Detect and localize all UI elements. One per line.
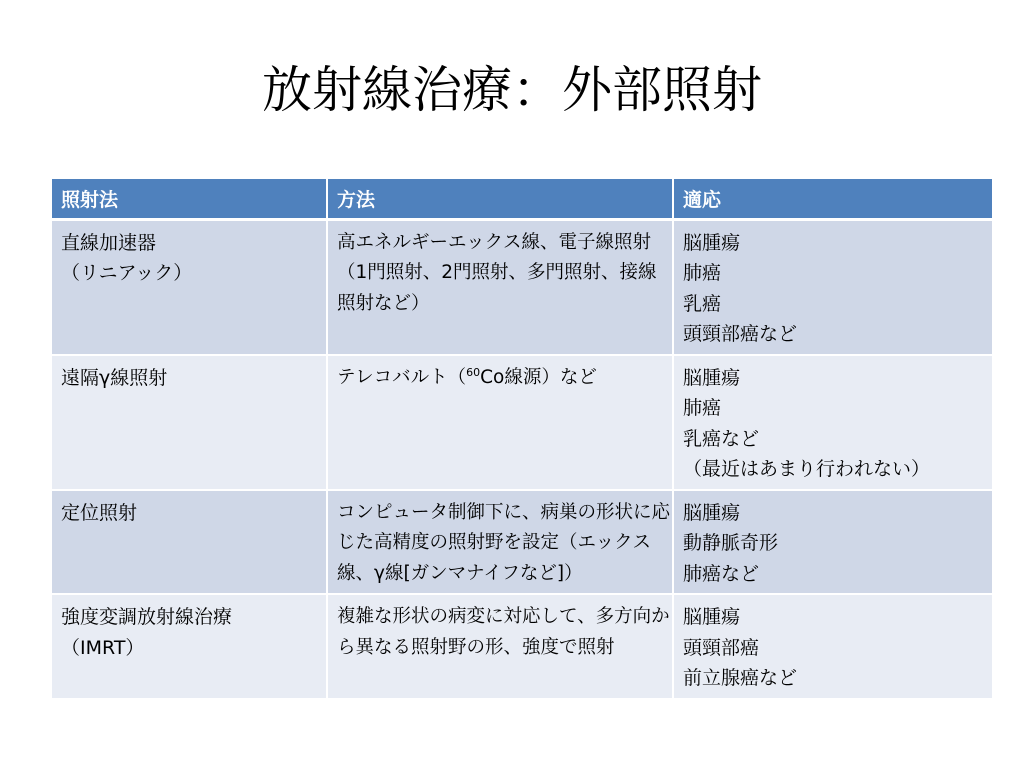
cell-indications: 脳腫瘍 頭頸部癌 前立腺癌など — [673, 594, 992, 699]
table-row — [52, 219, 992, 355]
cell-indications: 脳腫瘍 肺癌 乳癌 頭頸部癌など — [673, 219, 992, 355]
table-row — [52, 355, 992, 490]
cell-approach: 複雑な形状の病変に対応して、多方向から異なる照射野の形、強度で照射 — [327, 594, 673, 699]
header-irradiation-method: 照射法 — [52, 179, 327, 219]
isotope-mass-number: 60 — [466, 365, 481, 379]
cell-method-name: 定位照射 — [52, 490, 327, 595]
cell-method-name: 強度変調放射線治療 （IMRT） — [52, 594, 327, 699]
table-row — [52, 594, 992, 699]
header-approach: 方法 — [327, 179, 673, 219]
cell-approach: コンピュータ制御下に、病巣の形状に応じた高精度の照射野を設定（エックス線、γ線[ガンマナイフなど]） — [327, 490, 673, 595]
cell-method-name: 直線加速器 （リニアック） — [52, 219, 327, 355]
cell-indications: 脳腫瘍 肺癌 乳癌など （最近はあまり行われない） — [673, 355, 992, 490]
table-header-row — [52, 179, 992, 219]
table-row — [52, 490, 992, 595]
radiotherapy-table — [52, 179, 992, 700]
slide-title: 放射線治療：外部照射 — [262, 61, 762, 119]
header-indications: 適応 — [673, 179, 992, 219]
approach-suffix: Co線源）など — [480, 366, 597, 388]
cell-method-name: 遠隔γ線照射 — [52, 355, 327, 490]
approach-prefix: テレコバルト（ — [337, 366, 467, 388]
cell-indications: 脳腫瘍 動静脈奇形 肺癌など — [673, 490, 992, 595]
cell-approach: 高エネルギーエックス線、電子線照射（1門照射、2門照射、多門照射、接線照射など） — [327, 219, 673, 355]
cell-approach — [327, 355, 673, 490]
